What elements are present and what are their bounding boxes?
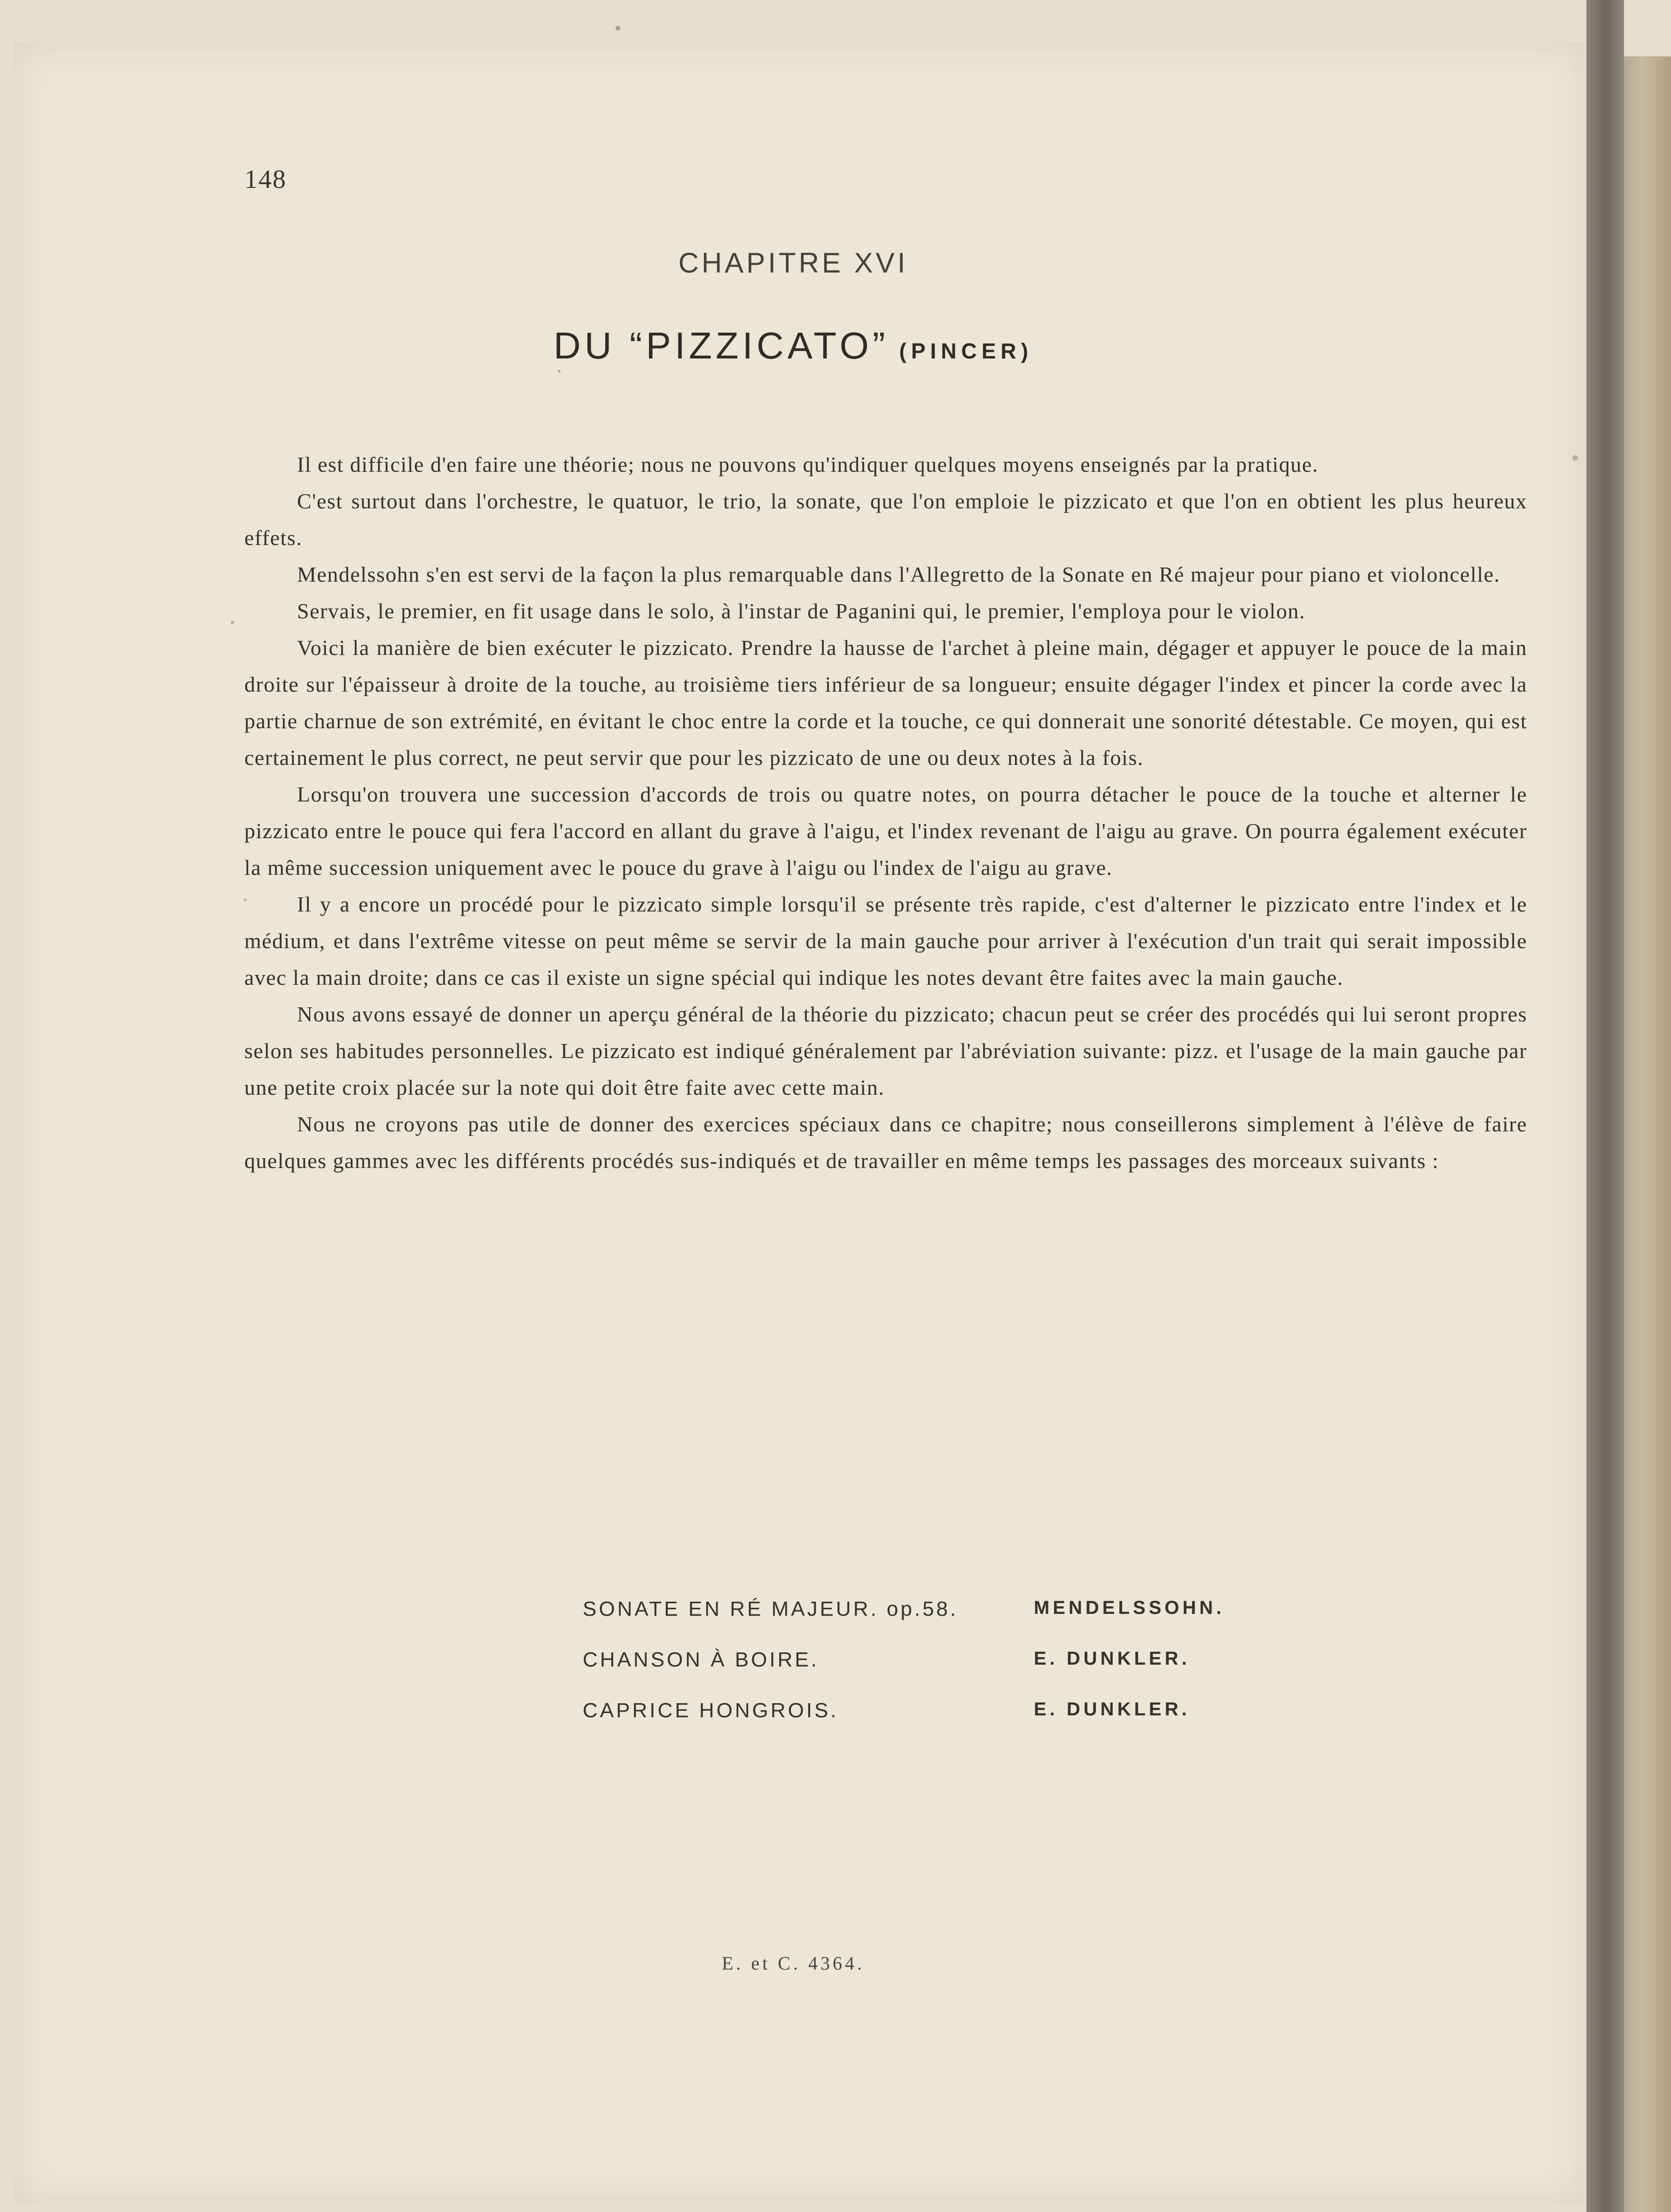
paragraph: Voici la manière de bien exécuter le pizzicato. Prendre la hausse de l'archet à pleine main, dégager et appuyer le pouce de la main droite sur l'épaisseur à droite de la touche, au troisième tiers inférieur de sa longueur; ensuite dégager l'index et pincer la corde avec la partie charnue de son extrémité, en évitant le choc entre la corde et la touche, ce qui donnerait une sonorité détestable. Ce moyen, qui est certainement le plus correct, ne peut servir que pour les pizzicato de une ou deux notes à la fois.	[244, 636, 1527, 770]
book-binding-edge	[1586, 0, 1624, 2212]
piece-title: CAPRICE HONGROIS.	[583, 1699, 839, 1722]
piece-composer: MENDELSSOHN.	[1034, 1597, 1225, 1618]
paragraph: Nous ne croyons pas utile de donner des exercices spéciaux dans ce chapitre; nous conseillerons simplement à l'élève de faire quelques gammes avec les différents procédés sus-indiqués et de travailler en même temps les passages des morceaux suivants :	[244, 1112, 1527, 1173]
piece-composer: E. DUNKLER.	[1034, 1699, 1190, 1720]
paragraph: Il est difficile d'en faire une théorie; nous ne pouvons qu'indiquer quelques moyens enseignés par la pratique.	[297, 452, 1319, 476]
piece-composer: E. DUNKLER.	[1034, 1648, 1190, 1669]
chapter-heading: CHAPITRE XVI	[678, 247, 908, 279]
piece-title: CHANSON À BOIRE.	[583, 1648, 819, 1671]
chapter-title-main: DU “PIZZICATO”	[554, 325, 889, 366]
publisher-mark: E. et C. 4364.	[722, 1953, 865, 1974]
paragraph: C'est surtout dans l'orchestre, le quatuor, le trio, la sonate, que l'on emploie le pizzicato et que l'on en obtient les plus heureux effets.	[244, 489, 1527, 550]
piece-row	[583, 1699, 1241, 1750]
pieces-list	[583, 1597, 1241, 1750]
paragraph: Servais, le premier, en fit usage dans le solo, à l'instar de Paganini qui, le premier, l'employa pour le violon.	[297, 599, 1305, 623]
paragraph: Lorsqu'on trouvera une succession d'accords de trois ou quatre notes, on pourra détacher le pouce de la touche et alterner le pizzicato entre le pouce qui fera l'accord en allant du grave à l'aigu, et l'index revenant de l'aigu au grave. On pourra également exécuter la même succession uniquement avec le pouce du grave à l'aigu ou l'index de l'aigu au grave.	[244, 782, 1527, 880]
chapter-subtitle: (PINCER)	[899, 339, 1033, 363]
page-number: 148	[244, 165, 287, 194]
paragraph: Nous avons essayé de donner un aperçu général de la théorie du pizzicato; chacun peut se créer des procédés qui lui seront propres selon ses habitudes personnelles. Le pizzicato est indiqué généralement par l'abréviation suivante: pizz. et l'usage de la main gauche par une petite croix placée sur la note qui doit être faite avec cette main.	[244, 1002, 1527, 1099]
chapter-title	[0, 324, 1586, 367]
piece-title: SONATE EN RÉ MAJEUR. op.58.	[583, 1597, 959, 1620]
paragraph: Mendelssohn s'en est servi de la façon la plus remarquable dans l'Allegretto de la Sonate en Ré majeur pour piano et violoncelle.	[297, 562, 1500, 586]
body-text	[244, 446, 1527, 1179]
piece-row	[583, 1597, 1241, 1648]
page-stack-edge	[1624, 56, 1671, 2212]
piece-row	[583, 1648, 1241, 1699]
paragraph: Il y a encore un procédé pour le pizzicato simple lorsqu'il se présente très rapide, c'est d'alterner le pizzicato entre l'index et le médium, et dans l'extrême vitesse on peut même se servir de la main gauche pour arriver à l'exécution d'un trait qui serait impossible avec la main droite; dans ce cas il existe un signe spécial qui indique les notes devant être faites avec la main gauche.	[244, 892, 1527, 989]
